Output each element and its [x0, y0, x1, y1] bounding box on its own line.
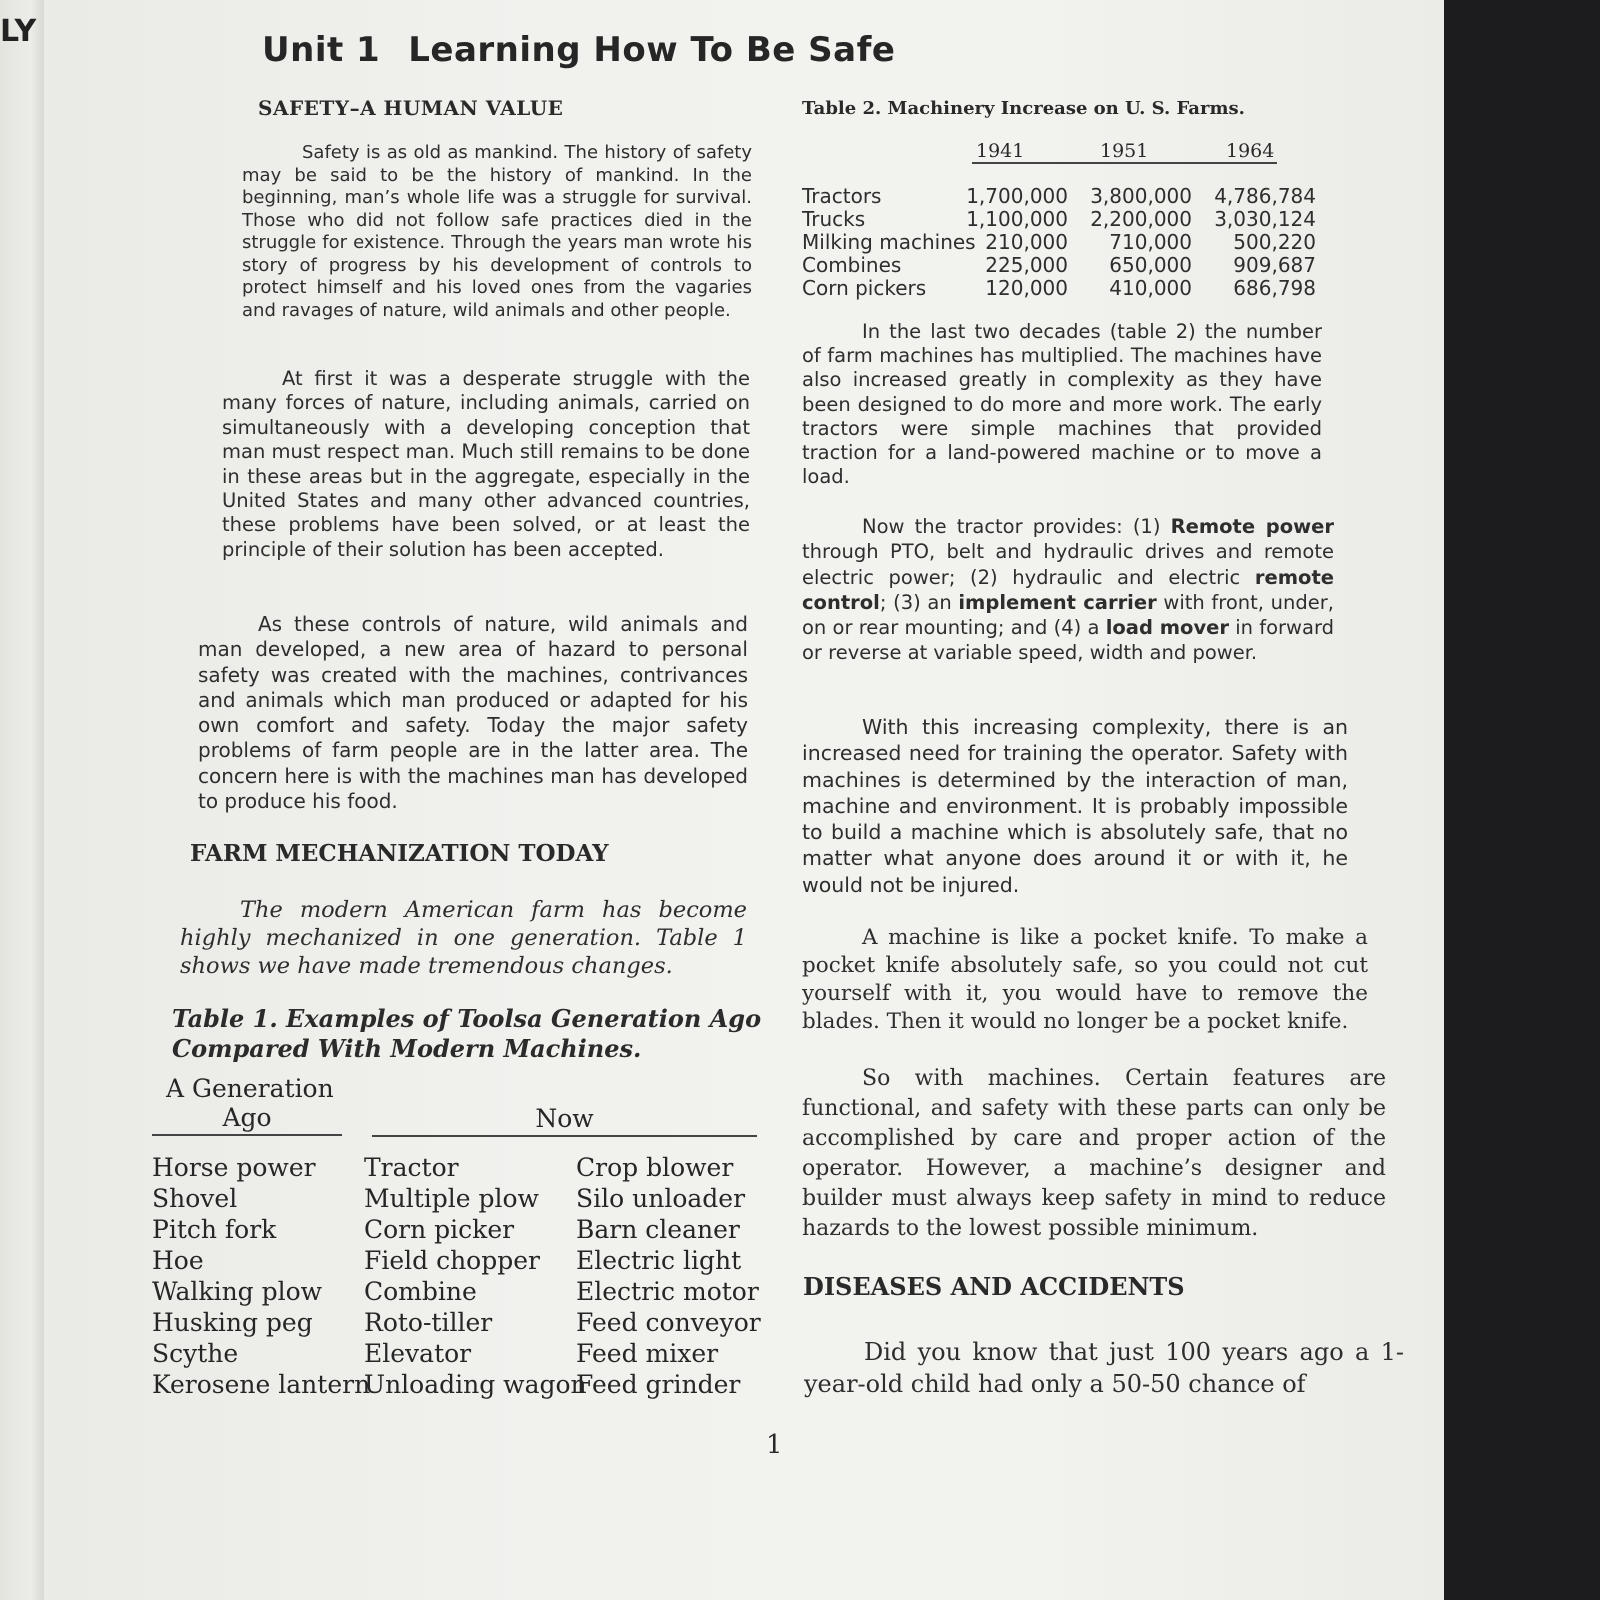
table1-cell-now: Combine	[364, 1277, 477, 1306]
table1-cell-now: Roto-tiller	[364, 1308, 493, 1337]
table1-cell-now: Field chopper	[364, 1246, 540, 1275]
table1-cell-now: Tractor	[364, 1153, 459, 1182]
page-title	[262, 30, 895, 70]
table1-cell-ago: Shovel	[152, 1184, 238, 1213]
table2-value-1951: 410,000	[1109, 276, 1192, 300]
table2-value-1941: 1,100,000	[966, 207, 1068, 231]
table1-cell-ago: Kerosene lantern	[152, 1370, 371, 1399]
table1-cell-ago: Hoe	[152, 1246, 204, 1275]
table1-cell-now: Barn cleaner	[576, 1215, 740, 1244]
table2-value-1941: 225,000	[985, 253, 1068, 277]
table2-row-label: Tractors	[802, 184, 882, 208]
table1-cell-now: Electric motor	[576, 1277, 759, 1306]
table1-cell-now: Multiple plow	[364, 1184, 539, 1213]
table2-value-1964: 500,220	[1233, 230, 1316, 254]
table2-value-1941: 120,000	[985, 276, 1068, 300]
table1-cell-ago: Walking plow	[152, 1277, 323, 1306]
table2-row	[802, 207, 1322, 230]
table2-value-1964: 686,798	[1233, 276, 1316, 300]
table2-row	[802, 276, 1322, 299]
unit-label: Unit 1	[262, 30, 381, 70]
page-number: 1	[766, 1430, 783, 1460]
table2-value-1964: 4,786,784	[1214, 184, 1316, 208]
table1-cell-now: Unloading wagon	[364, 1370, 587, 1399]
table2-header	[972, 140, 1277, 164]
table1-title: Table 1. Examples of Toolsa Generation Ago Compared With Modern Machines.	[172, 1004, 762, 1063]
table2-row-label: Trucks	[802, 207, 866, 231]
table2-body	[802, 184, 1322, 299]
table1-header-now: Now	[372, 1104, 757, 1137]
table2-value-1941: 1,700,000	[966, 184, 1068, 208]
table2-value-1964: 3,030,124	[1214, 207, 1316, 231]
table2-value-1951: 650,000	[1109, 253, 1192, 277]
table2-value-1964: 909,687	[1233, 253, 1316, 277]
heading-safety: SAFETY–A HUMAN VALUE	[258, 96, 564, 120]
table1-cell-ago: Horse power	[152, 1153, 316, 1182]
table1-cell-now: Feed conveyor	[576, 1308, 761, 1337]
table2-row-label: Combines	[802, 253, 902, 277]
table1-cell-now: Feed grinder	[576, 1370, 741, 1399]
paragraph-safety-1: Safety is as old as mankind. The history of safety may be said to be the history of mankind. In the beginning, man’s whole life was a struggle for survival. Those who did not follow safe practices died in the struggle for existence. Through the years man wrote his story of progress by his development of controls to protect himself and his loved ones from the vagaries and ravages of nature, wild animals and other people.	[242, 142, 752, 321]
table2-year-1951: 1951	[1100, 140, 1149, 162]
paragraph-machines-1: In the last two decades (table 2) the number of farm machines has multiplied. The machines have also increased greatly in complexity as they have been designed to do more and more work. The early tractors were simple machines that provided traction for a land-powered machine or to move a load.	[802, 320, 1322, 489]
table1-column-ago	[152, 1152, 370, 1400]
paragraph-machines-4: A machine is like a pocket knife. To make a pocket knife absolutely safe, so you could not cut yourself with it, you would have to remove the blades. Then it would no longer be a pocket knife.	[802, 925, 1368, 1034]
table1-column-now-b	[576, 1152, 761, 1400]
table2-row-label: Corn pickers	[802, 276, 927, 300]
previous-page-edge	[0, 0, 44, 1600]
table1-cell-now: Silo unloader	[576, 1184, 746, 1213]
table1-cell-now: Corn picker	[364, 1215, 515, 1244]
table1-column-now-a	[364, 1152, 587, 1400]
table1-cell-ago: Husking peg	[152, 1308, 313, 1337]
table2-year-1941: 1941	[976, 140, 1025, 162]
heading-farm-mechanization: FARM MECHANIZATION TODAY	[190, 840, 609, 867]
table1-cell-ago: Scythe	[152, 1339, 239, 1368]
table1-cell-now: Crop blower	[576, 1153, 734, 1182]
paragraph-mechanization: The modern American farm has become highly mechanized in one generation. Table 1 shows we have made tremendous changes.	[180, 897, 747, 979]
table1-cell-now: Feed mixer	[576, 1339, 719, 1368]
table2-value-1951: 3,800,000	[1090, 184, 1192, 208]
paragraph-safety-3: As these controls of nature, wild animals and man developed, a new area of hazard to personal safety was created with the machines, contrivances and animals which man produced or adapted for his own comfort and safety. Today the major safety problems of farm people are in the latter area. The concern here is with the machines man has developed to produce his food.	[198, 612, 748, 814]
previous-page-text: LY	[0, 14, 37, 49]
paragraph-diseases: Did you know that just 100 years ago a 1-year-old child had only a 50-50 chance of	[804, 1338, 1404, 1398]
table1-cell-now: Electric light	[576, 1246, 742, 1275]
table2-row	[802, 253, 1322, 276]
table2-value-1951: 2,200,000	[1090, 207, 1192, 231]
paragraph-machines-2: Now the tractor provides: (1) Remote power through PTO, belt and hydraulic drives and remote electric power; (2) hydraulic and electric remote control; (3) an implement carrier with front, under, on or rear mounting; and (4) a load mover in forward or reverse at variable speed, width and power.	[802, 515, 1335, 665]
table2-value-1951: 710,000	[1109, 230, 1192, 254]
table2-year-1964: 1964	[1226, 140, 1275, 162]
table1-header-ago: A Generation Ago	[152, 1074, 342, 1136]
table2-title: Table 2. Machinery Increase on U. S. Farms.	[802, 98, 1245, 119]
paragraph-safety-2: At first it was a desperate struggle with the many forces of nature, including animals, carried on simultaneously with a developing conception that man must respect man. Much still remains to be done in these areas but in the aggregate, especially in the United States and many other advanced countries, these problems have been solved, or at least the principle of their solution has been accepted.	[222, 367, 750, 561]
title-text: Learning How To Be Safe	[408, 30, 896, 70]
table2-row-label: Milking machines	[802, 230, 976, 254]
table2-value-1941: 210,000	[985, 230, 1068, 254]
table2-row	[802, 184, 1322, 207]
table1-cell-ago: Pitch fork	[152, 1215, 277, 1244]
table1-cell-now: Elevator	[364, 1339, 472, 1368]
paragraph-machines-3: With this increasing complexity, there is an increased need for training the operator. Safety with machines is determined by the interaction of man, machine and environment. It is probably impossible to build a machine which is absolutely safe, that no matter what anyone does around it or with it, he would not be injured.	[802, 715, 1348, 897]
table2-row	[802, 230, 1322, 253]
paragraph-machines-5: So with machines. Certain features are functional, and safety with these parts can only be accomplished by care and proper action of the operator. However, a machine’s designer and builder must always keep safety in mind to reduce hazards to the lowest possible minimum.	[802, 1066, 1386, 1241]
heading-diseases-accidents: DISEASES AND ACCIDENTS	[803, 1272, 1185, 1301]
